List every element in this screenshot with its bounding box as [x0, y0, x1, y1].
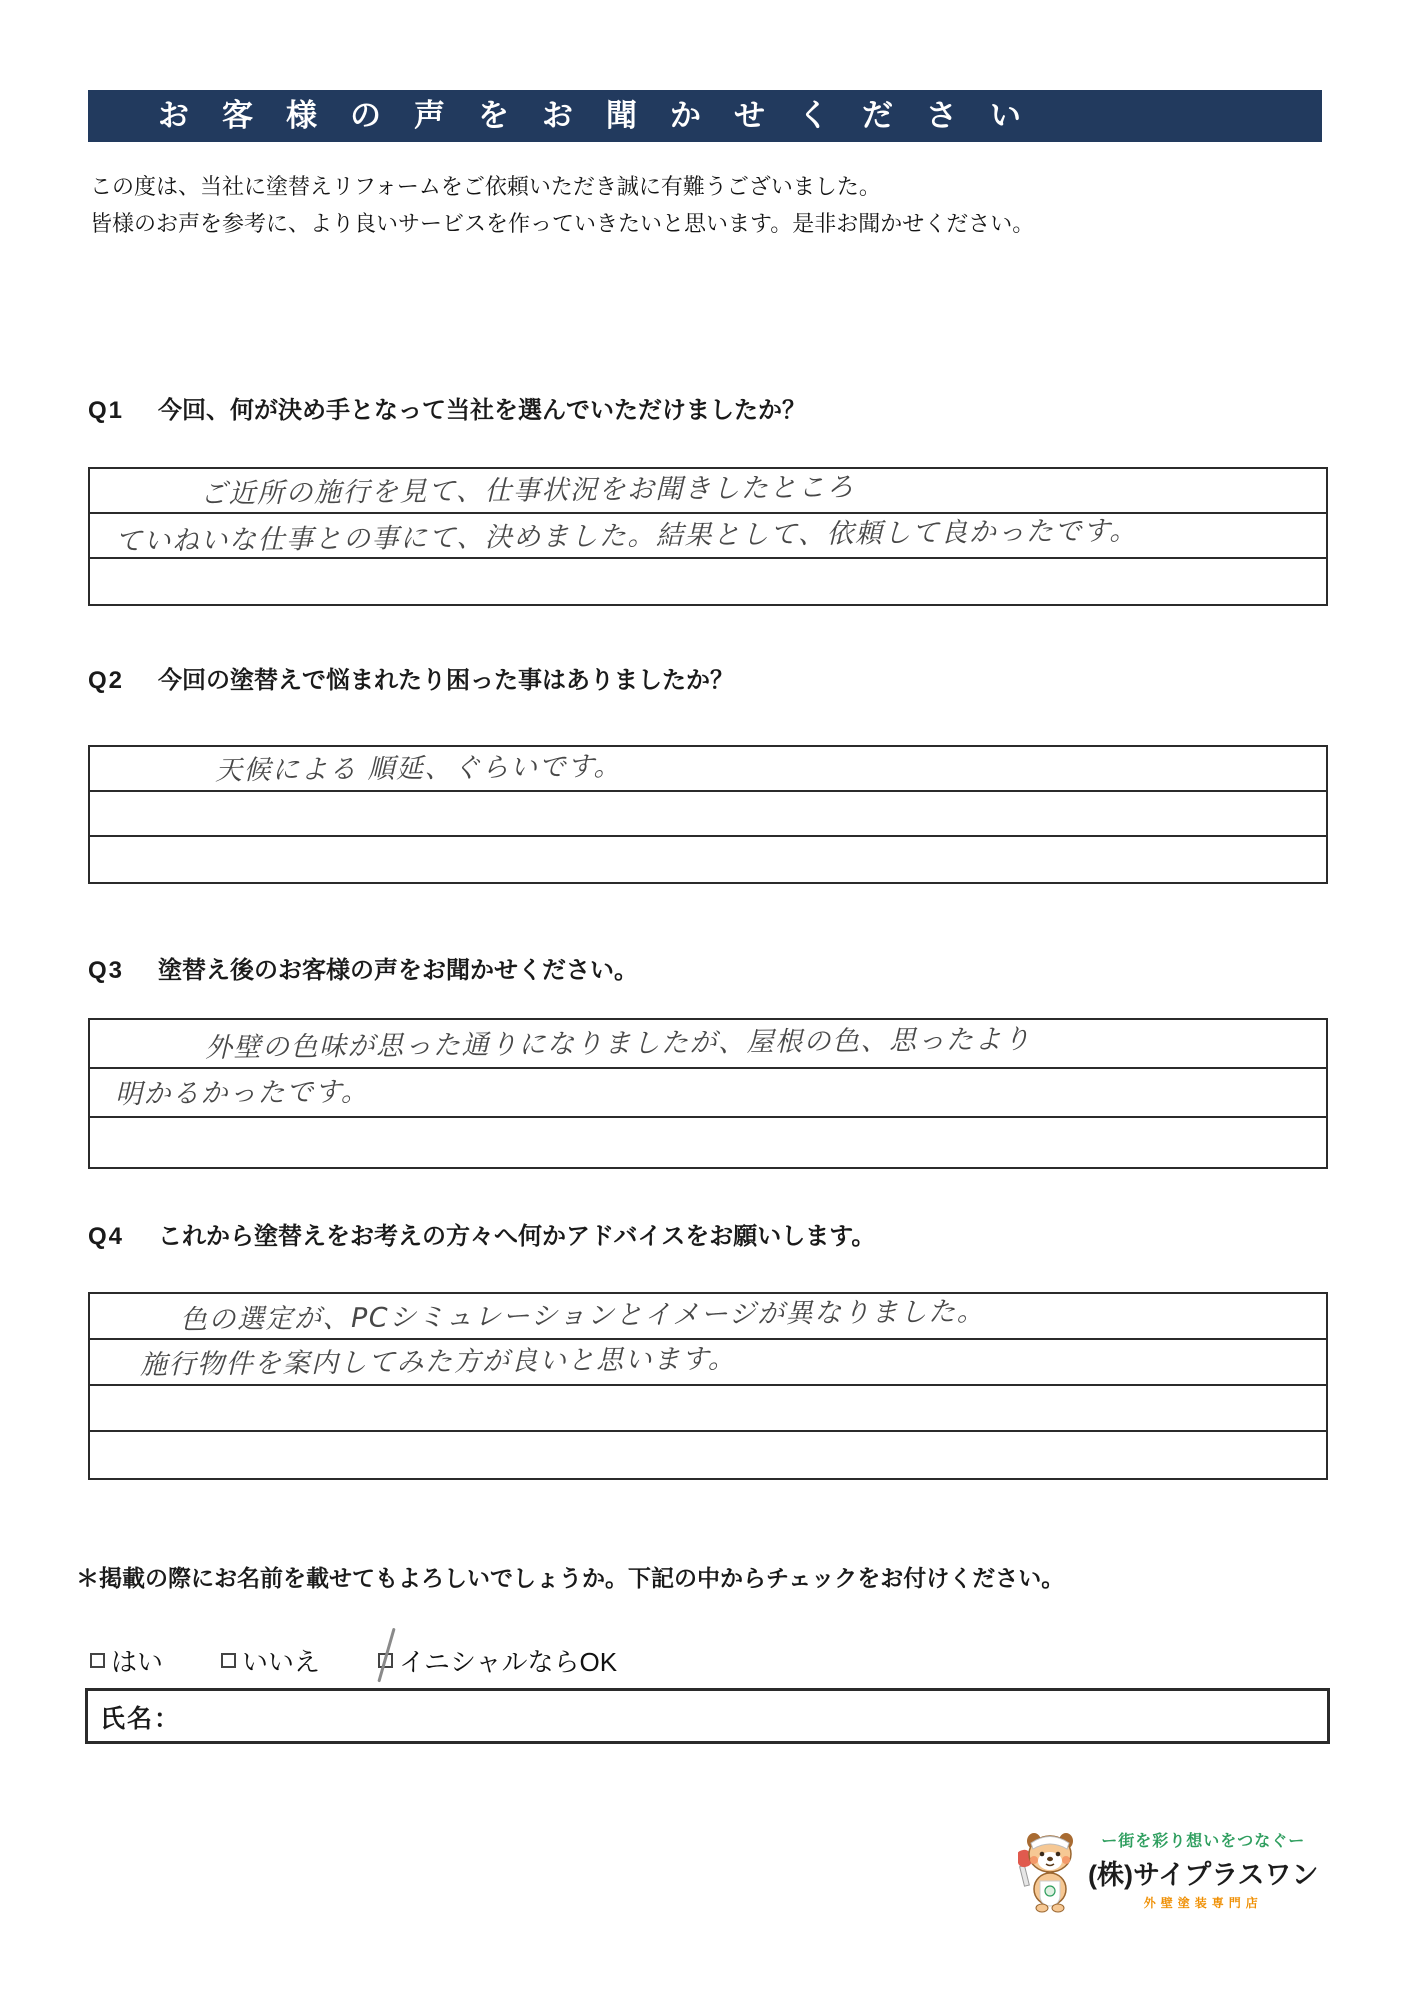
- pen-checkmark: [377, 1628, 395, 1683]
- handwritten-answer: 明かるかったです。: [114, 1076, 370, 1111]
- q1-heading: [88, 390, 806, 425]
- handwritten-answer: ていねいな仕事との事にて、決めました。結果として、依頼して良かったです。: [114, 515, 1138, 558]
- mascot-icon: [1018, 1828, 1082, 1914]
- handwritten-answer: 天候による 順延、ぐらいです。: [214, 751, 623, 787]
- consent-option-no[interactable]: [221, 1642, 320, 1679]
- logo-text: [1088, 1828, 1318, 1911]
- consent-option-label: イニシャルならOK: [399, 1647, 618, 1677]
- q4-answer-box: [88, 1292, 1328, 1480]
- q4-label: Q4: [88, 1223, 125, 1250]
- handwritten-answer: 色の選定が、PCシミュレーションとイメージが異なりました。: [179, 1296, 986, 1336]
- handwritten-answer: 施行物件を案内してみた方が良いと思います。: [139, 1343, 737, 1381]
- logo-tagline: ー街を彩り想いをつなぐー: [1101, 1833, 1306, 1850]
- q3-answer-box: [88, 1018, 1328, 1169]
- q2-label: Q2: [88, 667, 125, 694]
- handwritten-answer: 外壁の色味が思った通りになりましたが、屋根の色、思ったより: [204, 1024, 1032, 1064]
- q2-heading: [88, 660, 734, 695]
- consent-option-label: はい: [111, 1647, 164, 1677]
- q2-answer-line-3[interactable]: [90, 837, 1326, 882]
- q3-answer-line-1[interactable]: [90, 1020, 1326, 1069]
- intro-text: [90, 168, 1034, 242]
- company-name: (株)サイプラスワン: [1088, 1860, 1319, 1890]
- company-subtitle: 外壁塗装専門店: [1143, 1896, 1263, 1910]
- consent-option-initials[interactable]: [378, 1642, 617, 1679]
- q2-answer-line-1[interactable]: [90, 747, 1326, 792]
- name-field[interactable]: [85, 1688, 1330, 1744]
- q4-answer-line-3[interactable]: [90, 1386, 1326, 1432]
- q4-answer-line-2[interactable]: [90, 1340, 1326, 1386]
- q2-answer-box: [88, 745, 1328, 884]
- q1-answer-line-3[interactable]: [90, 559, 1326, 604]
- form-title-bar: [88, 90, 1322, 142]
- consent-note: ＊掲載の際にお名前を載せてもよろしいでしょうか。下記の中からチェックをお付けください。: [76, 1566, 1065, 1591]
- intro-line-2: 皆様のお声を参考に、より良いサービスを作っていきたいと思います。是非お聞かせください。: [90, 211, 1035, 236]
- q4-heading: [88, 1216, 875, 1251]
- q3-label: Q3: [88, 957, 125, 984]
- q1-answer-box: [88, 467, 1328, 606]
- q1-answer-line-1[interactable]: [90, 469, 1326, 514]
- checkbox-icon[interactable]: [90, 1653, 105, 1668]
- q1-question-text: 今回、何が決め手となって当社を選んでいただけましたか？: [158, 398, 807, 424]
- consent-option-yes[interactable]: [90, 1642, 163, 1679]
- q3-question-text: 塗替え後のお客様の声をお聞かせください。: [158, 958, 639, 984]
- q3-answer-line-2[interactable]: [90, 1069, 1326, 1118]
- q1-answer-line-2[interactable]: [90, 514, 1326, 559]
- checkbox-icon[interactable]: [378, 1653, 393, 1668]
- consent-options: [90, 1642, 675, 1679]
- company-logo: [1018, 1828, 1318, 1914]
- q2-answer-line-2[interactable]: [90, 792, 1326, 837]
- form-title: お客様の声をお聞かせください: [158, 98, 1054, 133]
- handwritten-answer: ご近所の施行を見て、仕事状況をお聞きしたところ: [199, 471, 856, 510]
- q4-answer-line-4[interactable]: [90, 1432, 1326, 1478]
- consent-option-label: いいえ: [242, 1647, 321, 1677]
- q4-question-text: これから塗替えをお考えの方々へ何かアドバイスをお願いします。: [158, 1224, 876, 1250]
- intro-line-1: この度は、当社に塗替えリフォームをご依頼いただき誠に有難うございました。: [90, 174, 881, 199]
- q4-answer-line-1[interactable]: [90, 1294, 1326, 1340]
- q3-answer-line-3[interactable]: [90, 1118, 1326, 1167]
- q1-label: Q1: [88, 397, 125, 424]
- q2-question-text: 今回の塗替えで悩まれたり困った事はありましたか？: [158, 668, 735, 694]
- checkbox-icon[interactable]: [221, 1653, 236, 1668]
- q3-heading: [88, 950, 638, 985]
- name-field-label: 氏名：: [100, 1706, 182, 1733]
